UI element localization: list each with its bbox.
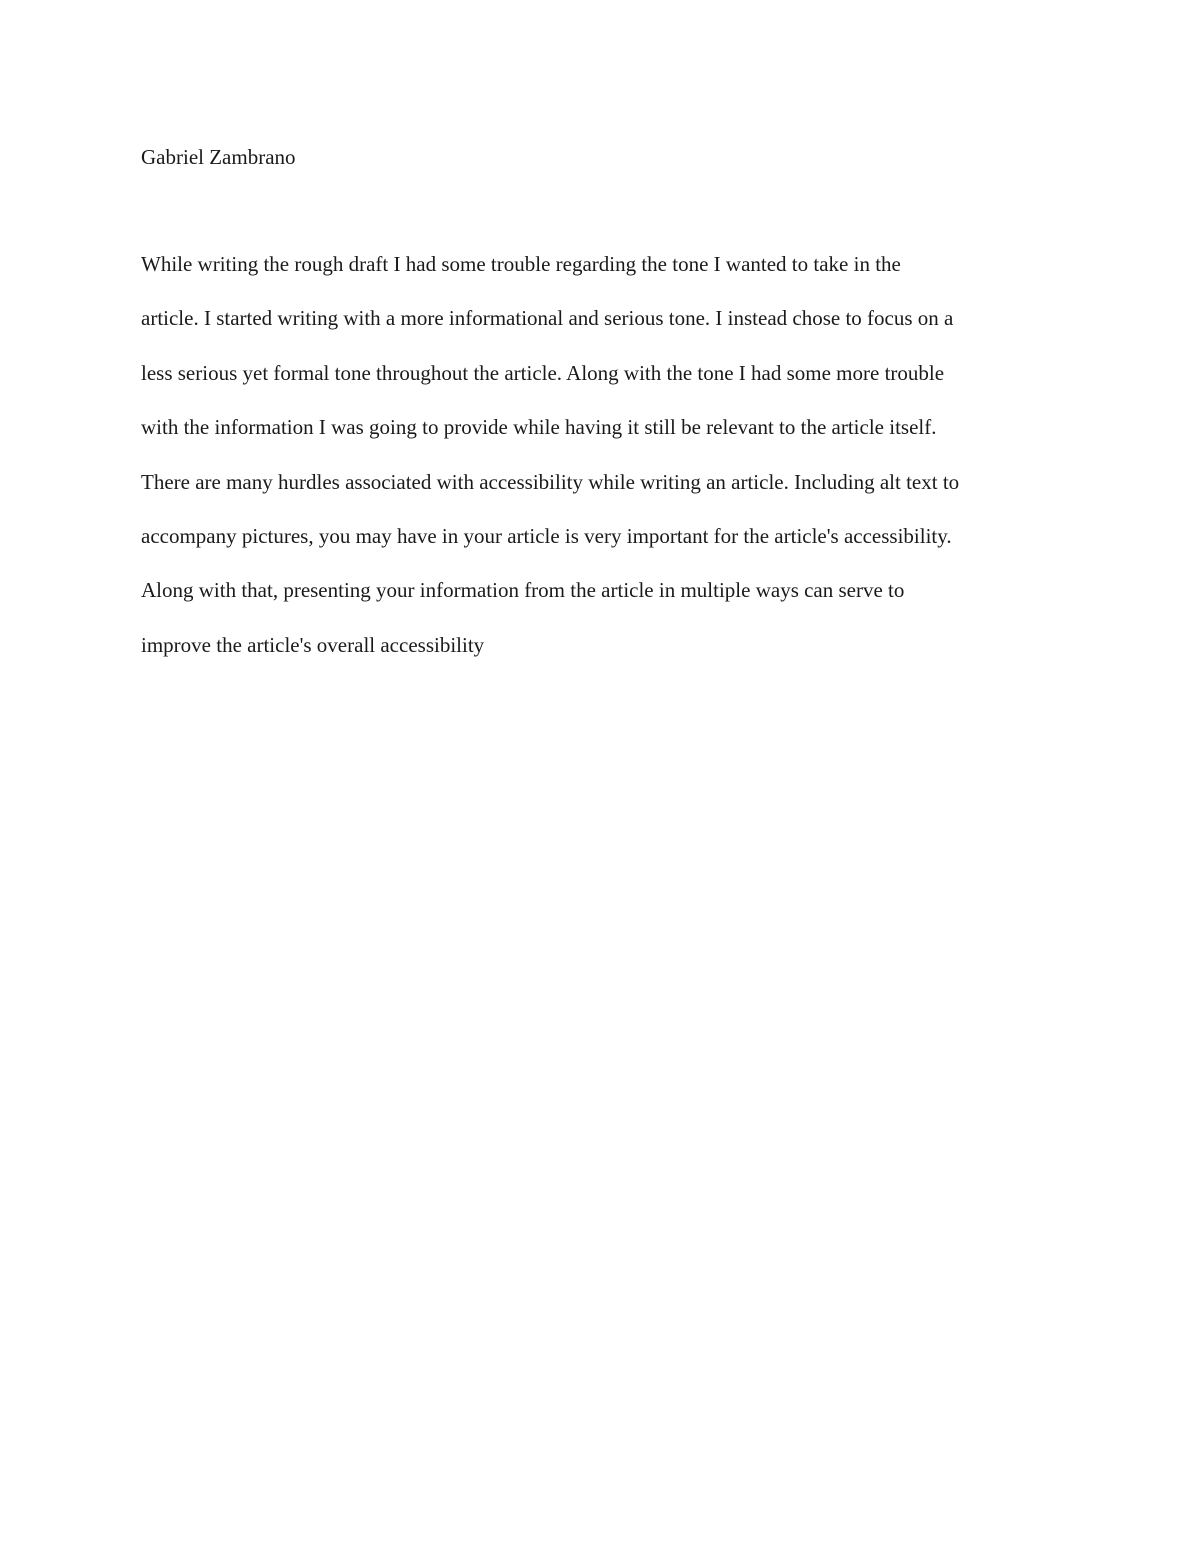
paragraph-line: There are many hurdles associated with accessibility while writing an article. Including alt text to <box>141 469 960 494</box>
author-name: Gabriel Zambrano <box>141 145 296 169</box>
paragraph-line: Along with that, presenting your information from the article in multiple ways can serve to <box>141 578 905 603</box>
paragraph-line: accompany pictures, you may have in your article is very important for the article's accessibility. <box>141 523 952 548</box>
paragraph-line: improve the article's overall accessibility <box>141 632 485 657</box>
paragraph-line: with the information I was going to provide while having it still be relevant to the article itself. <box>141 415 937 440</box>
paragraph-line: article. I started writing with a more informational and serious tone. I instead chose to focus on a <box>141 306 954 331</box>
paragraph-line: less serious yet formal tone throughout the article. Along with the tone I had some more trouble <box>141 360 945 385</box>
body-paragraph <box>141 250 959 685</box>
paragraph-line: While writing the rough draft I had some trouble regarding the tone I wanted to take in the <box>141 252 901 276</box>
